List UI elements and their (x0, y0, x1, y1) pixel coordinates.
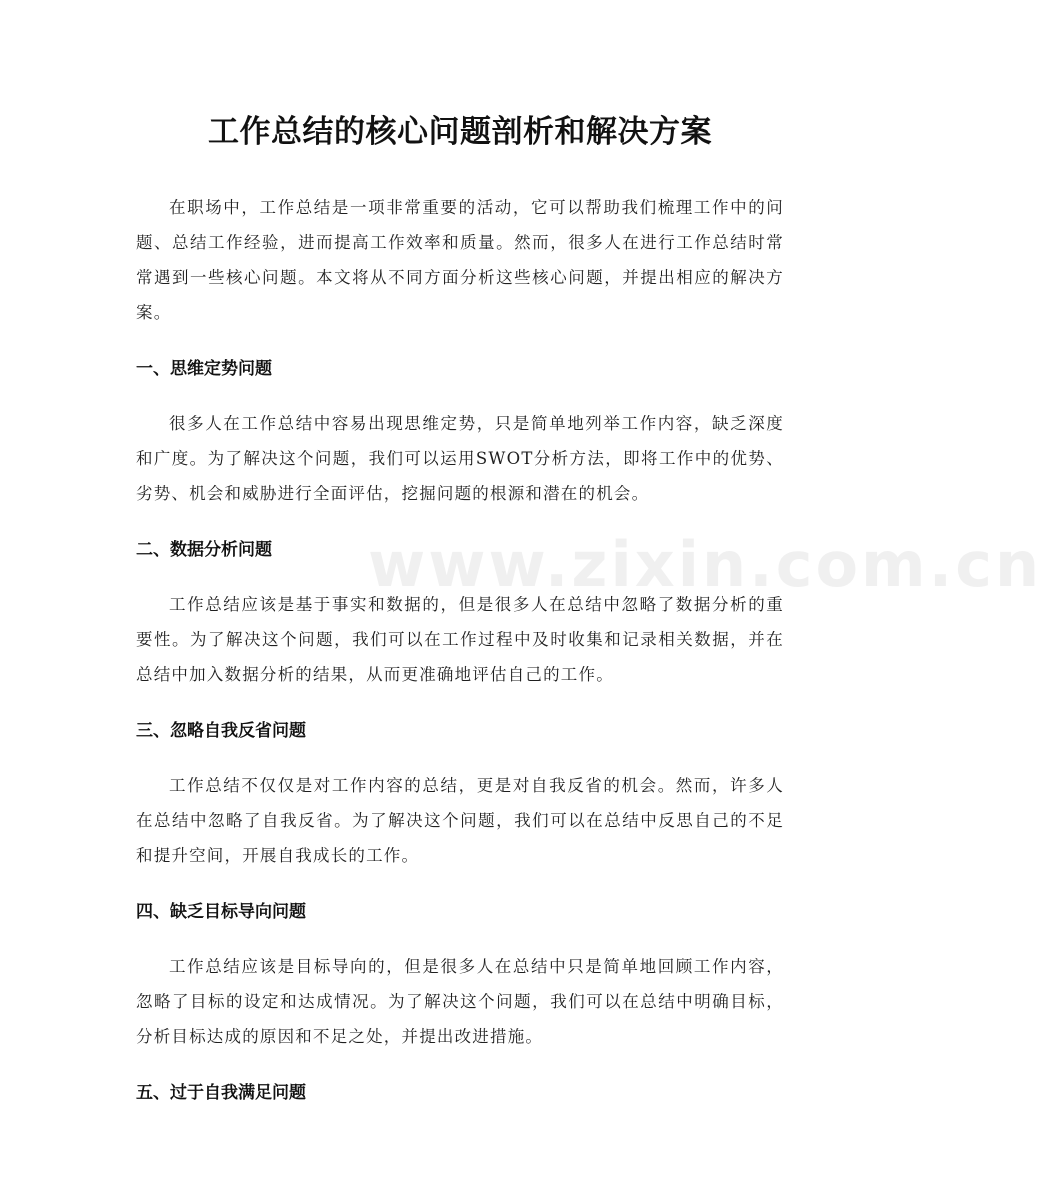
section-heading-3: 三、忽略自我反省问题 (136, 721, 306, 741)
document-title: 工作总结的核心问题剖析和解决方案 (208, 114, 712, 150)
section-body-4: 工作总结应该是目标导向的，但是很多人在总结中只是简单地回顾工作内容，忽略了目标的设定和达成情况。为了解决这个问题，我们可以在总结中明确目标，分析目标达成的原因和不足之处，并提出改进措施。 (136, 957, 784, 1046)
section-body-3: 工作总结不仅仅是对工作内容的总结，更是对自我反省的机会。然而，许多人在总结中忽略了自我反省。为了解决这个问题，我们可以在总结中反思自己的不足和提升空间，开展自我成长的工作。 (136, 776, 784, 865)
intro-paragraph: 在职场中，工作总结是一项非常重要的活动，它可以帮助我们梳理工作中的问题、总结工作经验，进而提高工作效率和质量。然而，很多人在进行工作总结时常常遇到一些核心问题。本文将从不同方面分析这些核心问题，并提出相应的解决方案。 (136, 198, 784, 322)
section-body-2: 工作总结应该是基于事实和数据的，但是很多人在总结中忽略了数据分析的重要性。为了解决这个问题，我们可以在工作过程中及时收集和记录相关数据，并在总结中加入数据分析的结果，从而更准确地评估自己的工作。 (136, 595, 784, 684)
watermark: www.zixin.com.cn (368, 528, 1042, 601)
section-heading-2: 二、数据分析问题 (136, 540, 272, 560)
section-body-1: 很多人在工作总结中容易出现思维定势，只是简单地列举工作内容，缺乏深度和广度。为了解决这个问题，我们可以运用SWOT分析方法，即将工作中的优势、劣势、机会和威胁进行全面评估，挖掘问题的根源和潜在的机会。 (136, 414, 784, 503)
section-heading-4: 四、缺乏目标导向问题 (136, 902, 306, 922)
section-heading-5: 五、过于自我满足问题 (136, 1083, 306, 1103)
section-heading-1: 一、思维定势问题 (136, 359, 272, 379)
